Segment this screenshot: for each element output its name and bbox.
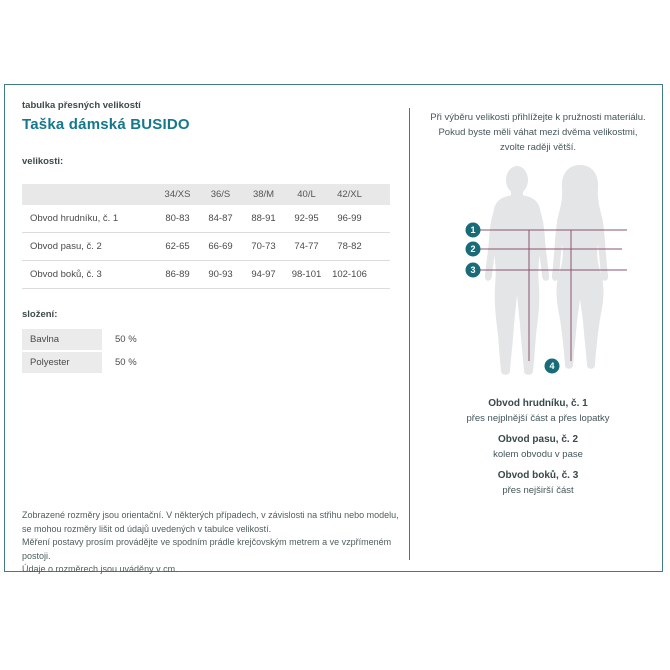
table-row [22, 205, 390, 233]
marker-2 [466, 242, 481, 257]
legend-item-title: Obvod boků, č. 3 [497, 470, 579, 481]
vertical-divider [409, 108, 410, 560]
note-line: Měření postavy prosím provádějte ve spodním prádle krejčovským metrem a ve vzpřímeném postoji. [22, 537, 392, 561]
table-row [22, 233, 390, 261]
svg-text:2: 2 [470, 244, 476, 254]
measurement-figure [440, 163, 665, 387]
size-value-cell: 78-82 [328, 233, 371, 261]
size-column-header: 36/S [199, 184, 242, 205]
size-value-cell: 84-87 [199, 205, 242, 233]
note-line: se mohou rozměry lišit od údajů uvedených v tabulce velikostí. [22, 523, 272, 534]
list-item [413, 398, 663, 424]
size-chart-panel [4, 84, 663, 572]
size-value-cell: 86-89 [156, 261, 199, 289]
female-silhouette [552, 165, 608, 369]
material-percent: 50 % [115, 334, 137, 345]
size-table [22, 184, 390, 289]
legend-item-description: přes nejširší část [502, 485, 574, 496]
measurement-row-label: Obvod hrudníku, č. 1 [22, 205, 156, 233]
material-name: Polyester [22, 352, 102, 373]
measurement-row-label: Obvod boků, č. 3 [22, 261, 156, 289]
table-eyebrow-label: tabulka přesných velikostí [22, 100, 141, 111]
size-value-cell: 102-106 [328, 261, 371, 289]
size-advice-text [413, 110, 663, 155]
list-item [413, 434, 663, 460]
legend-item-description: kolem obvodu v pase [493, 449, 583, 460]
svg-text:1: 1 [470, 225, 476, 235]
advice-line: Při výběru velikosti přihlížejte k pružnosti materiálu. [430, 112, 646, 123]
material-percent: 50 % [115, 357, 137, 368]
advice-line: zvolte raději větší. [499, 142, 577, 153]
measurement-legend [413, 388, 663, 496]
size-value-cell: 88-91 [242, 205, 285, 233]
list-item [22, 329, 242, 350]
size-table-header-row [22, 184, 390, 205]
legend-item-description: přes nejplnější část a přes lopatky [466, 413, 610, 424]
size-column-header: 38/M [242, 184, 285, 205]
size-value-cell: 98-101 [285, 261, 328, 289]
note-line: Údaje o rozměrech jsou uváděny v cm. [22, 564, 178, 574]
measurement-row-label: Obvod pasu, č. 2 [22, 233, 156, 261]
note-line: Zobrazené rozměry jsou orientační. V některých případech, v závislosti na střihu nebo modelu, [22, 510, 399, 520]
advice-line: Pokud byste měli váhat mezi dvěma velikostmi, [438, 127, 638, 138]
material-name: Bavlna [22, 329, 102, 350]
list-item [22, 352, 242, 373]
marker-1 [466, 223, 481, 238]
size-table-corner-cell [22, 184, 156, 205]
size-column-header: 40/L [285, 184, 328, 205]
size-value-cell: 96-99 [328, 205, 371, 233]
size-column-header: 42/XL [328, 184, 371, 205]
svg-text:3: 3 [470, 265, 476, 275]
size-value-cell: 74-77 [285, 233, 328, 261]
page-title: Taška dámská BUSIDO [22, 116, 190, 133]
composition-table [22, 329, 242, 375]
body-measurement-diagram [440, 163, 665, 387]
legend-item-title: Obvod pasu, č. 2 [497, 434, 579, 445]
measurement-notes [22, 509, 402, 577]
size-column-header: 34/XS [156, 184, 199, 205]
size-value-cell: 66-69 [199, 233, 242, 261]
composition-section-label: složení: [22, 309, 58, 320]
size-value-cell: 62-65 [156, 233, 199, 261]
table-row [22, 261, 390, 289]
svg-text:4: 4 [549, 361, 555, 371]
sizes-section-label: velikosti: [22, 156, 64, 167]
marker-4 [545, 359, 560, 374]
list-item [413, 470, 663, 496]
size-value-cell: 90-93 [199, 261, 242, 289]
marker-3 [466, 263, 481, 278]
legend-item-title: Obvod hrudníku, č. 1 [488, 398, 588, 409]
size-column-header-filler [371, 184, 390, 205]
size-value-cell: 92-95 [285, 205, 328, 233]
size-value-cell: 94-97 [242, 261, 285, 289]
size-value-cell: 70-73 [242, 233, 285, 261]
size-value-cell: 80-83 [156, 205, 199, 233]
